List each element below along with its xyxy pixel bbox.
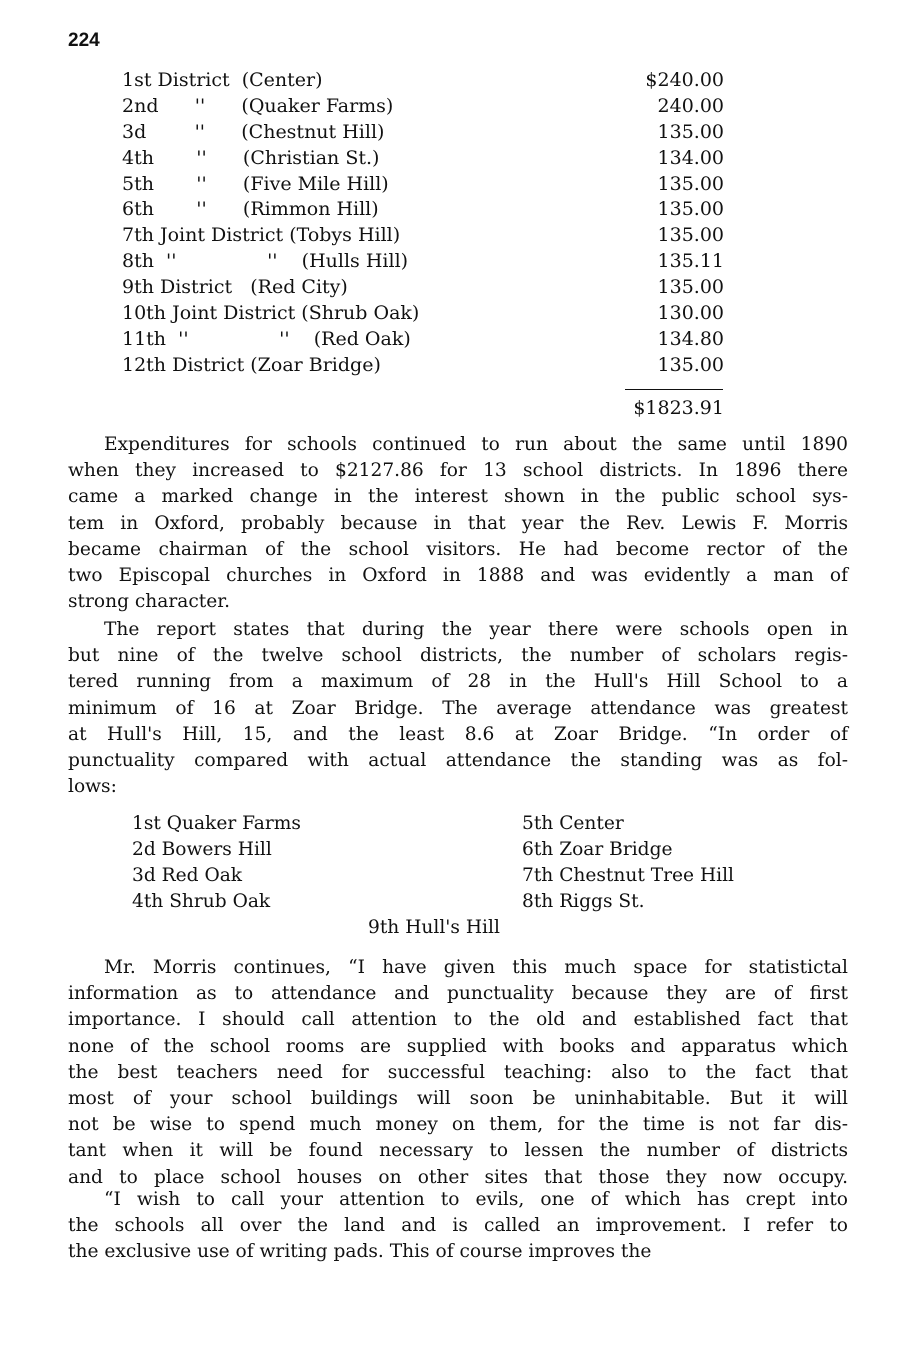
table-row bbox=[122, 327, 724, 353]
district-amount: 135.00 bbox=[657, 172, 724, 195]
district-amount: 134.80 bbox=[657, 327, 724, 350]
standing-column-right bbox=[522, 811, 734, 915]
district-amount: 135.00 bbox=[657, 276, 724, 299]
text-line: lows: bbox=[68, 776, 117, 798]
page-number: 224 bbox=[68, 30, 100, 51]
district-amount: 135.00 bbox=[657, 224, 724, 247]
text-line: when they increased to $2127.86 for 13 school districts. In 1896 there bbox=[68, 460, 848, 482]
table-row bbox=[122, 120, 724, 146]
table-row bbox=[122, 172, 724, 198]
district-label: 12th District (Zoar Bridge) bbox=[122, 353, 381, 376]
text-line: and to place school houses on other sites that those they now occupy. bbox=[68, 1166, 848, 1188]
text-line: tered running from a maximum of 28 in the Hull's Hill School to a bbox=[68, 671, 848, 693]
standing-column-left bbox=[132, 811, 301, 915]
table-row bbox=[122, 68, 724, 94]
total-divider bbox=[625, 389, 723, 390]
district-amount: 135.00 bbox=[657, 353, 724, 376]
district-label: 6th '' (Rimmon Hill) bbox=[122, 198, 379, 221]
table-row bbox=[122, 197, 724, 223]
district-label: 3d '' (Chestnut Hill) bbox=[122, 120, 385, 143]
district-label: 5th '' (Five Mile Hill) bbox=[122, 172, 389, 195]
list-item: 5th Center bbox=[522, 813, 624, 834]
text-line: but nine of the twelve school districts, the number of scholars regis- bbox=[68, 645, 848, 667]
district-amount: 135.11 bbox=[657, 250, 724, 273]
text-line: two Episcopal churches in Oxford in 1888 and was evidently a man of bbox=[68, 565, 848, 587]
district-amount: 134.00 bbox=[657, 146, 724, 169]
paragraph-evils bbox=[68, 1187, 848, 1266]
paragraph-report bbox=[68, 617, 848, 800]
district-amount: 135.00 bbox=[657, 198, 724, 221]
district-label: 8th '' '' (Hulls Hill) bbox=[122, 250, 409, 273]
district-label: 1st District (Center) bbox=[122, 69, 323, 91]
text-line: at Hull's Hill, 15, and the least 8.6 at Zoar Bridge. “In order of bbox=[68, 723, 848, 745]
table-row bbox=[122, 249, 724, 275]
district-label: 2nd '' (Quaker Farms) bbox=[122, 94, 394, 117]
district-amount: 240.00 bbox=[657, 94, 724, 117]
text-line: The report states that during the year there were schools open in bbox=[104, 619, 848, 640]
table-row bbox=[122, 146, 724, 172]
paragraph-expenditures bbox=[68, 432, 848, 615]
table-row bbox=[122, 275, 724, 301]
text-line: the best teachers need for successful teaching: also to the fact that bbox=[68, 1061, 848, 1083]
text-line: importance. I should call attention to the old and established fact that bbox=[68, 1009, 848, 1031]
list-item: 8th Riggs St. bbox=[522, 891, 645, 912]
text-line: Expenditures for schools continued to run about the same until 1890 bbox=[104, 434, 848, 455]
district-label: 7th Joint District (Tobys Hill) bbox=[122, 224, 401, 247]
text-line: most of your school buildings will soon be uninhabitable. But it will bbox=[68, 1088, 848, 1110]
text-line: “I wish to call your attention to evils, one of which has crept into bbox=[104, 1189, 848, 1210]
table-row bbox=[122, 223, 724, 249]
district-label: 10th Joint District (Shrub Oak) bbox=[122, 302, 420, 325]
text-line: tem in Oxford, probably because in that year the Rev. Lewis F. Morris bbox=[68, 512, 848, 534]
text-line: information as to attendance and punctuality because they are of first bbox=[68, 983, 848, 1005]
list-item: 2d Bowers Hill bbox=[132, 839, 272, 860]
district-amount: 130.00 bbox=[657, 302, 724, 325]
list-item: 7th Chestnut Tree Hill bbox=[522, 865, 735, 886]
list-item: 3d Red Oak bbox=[132, 865, 243, 886]
paragraph-morris-statement bbox=[68, 955, 848, 1191]
text-line: Mr. Morris continues, “I have given this much space for statistictal bbox=[104, 957, 848, 978]
district-label: 11th '' '' (Red Oak) bbox=[122, 327, 411, 350]
ledger-total: $1823.91 bbox=[633, 397, 724, 419]
text-line: punctuality compared with actual attendance the standing was as fol- bbox=[68, 750, 848, 772]
text-line: strong character. bbox=[68, 591, 230, 613]
text-line: none of the school rooms are supplied with books and apparatus which bbox=[68, 1035, 848, 1057]
district-amount: 135.00 bbox=[657, 120, 724, 143]
list-item: 4th Shrub Oak bbox=[132, 891, 271, 912]
text-line: the schools all over the land and is called an improvement. I refer to bbox=[68, 1215, 848, 1237]
list-item: 6th Zoar Bridge bbox=[522, 839, 673, 860]
text-line: tant when it will be found necessary to lessen the number of districts bbox=[68, 1140, 848, 1162]
list-item: 9th Hull's Hill bbox=[368, 917, 500, 938]
text-line: came a marked change in the interest shown in the public school sys- bbox=[68, 486, 848, 508]
district-label: 4th '' (Christian St.) bbox=[122, 146, 380, 169]
table-row bbox=[122, 94, 724, 120]
text-line: not be wise to spend much money on them, for the time is not far dis- bbox=[68, 1114, 848, 1136]
table-row bbox=[122, 353, 724, 379]
district-expenditure-table bbox=[122, 68, 724, 379]
table-row bbox=[122, 301, 724, 327]
text-line: minimum of 16 at Zoar Bridge. The average attendance was greatest bbox=[68, 697, 848, 719]
list-item: 1st Quaker Farms bbox=[132, 813, 301, 834]
text-line: the exclusive use of writing pads. This of course improves the bbox=[68, 1241, 652, 1263]
district-amount: $240.00 bbox=[645, 69, 724, 91]
district-label: 9th District (Red City) bbox=[122, 276, 348, 299]
text-line: became chairman of the school visitors. He had become rector of the bbox=[68, 538, 848, 560]
